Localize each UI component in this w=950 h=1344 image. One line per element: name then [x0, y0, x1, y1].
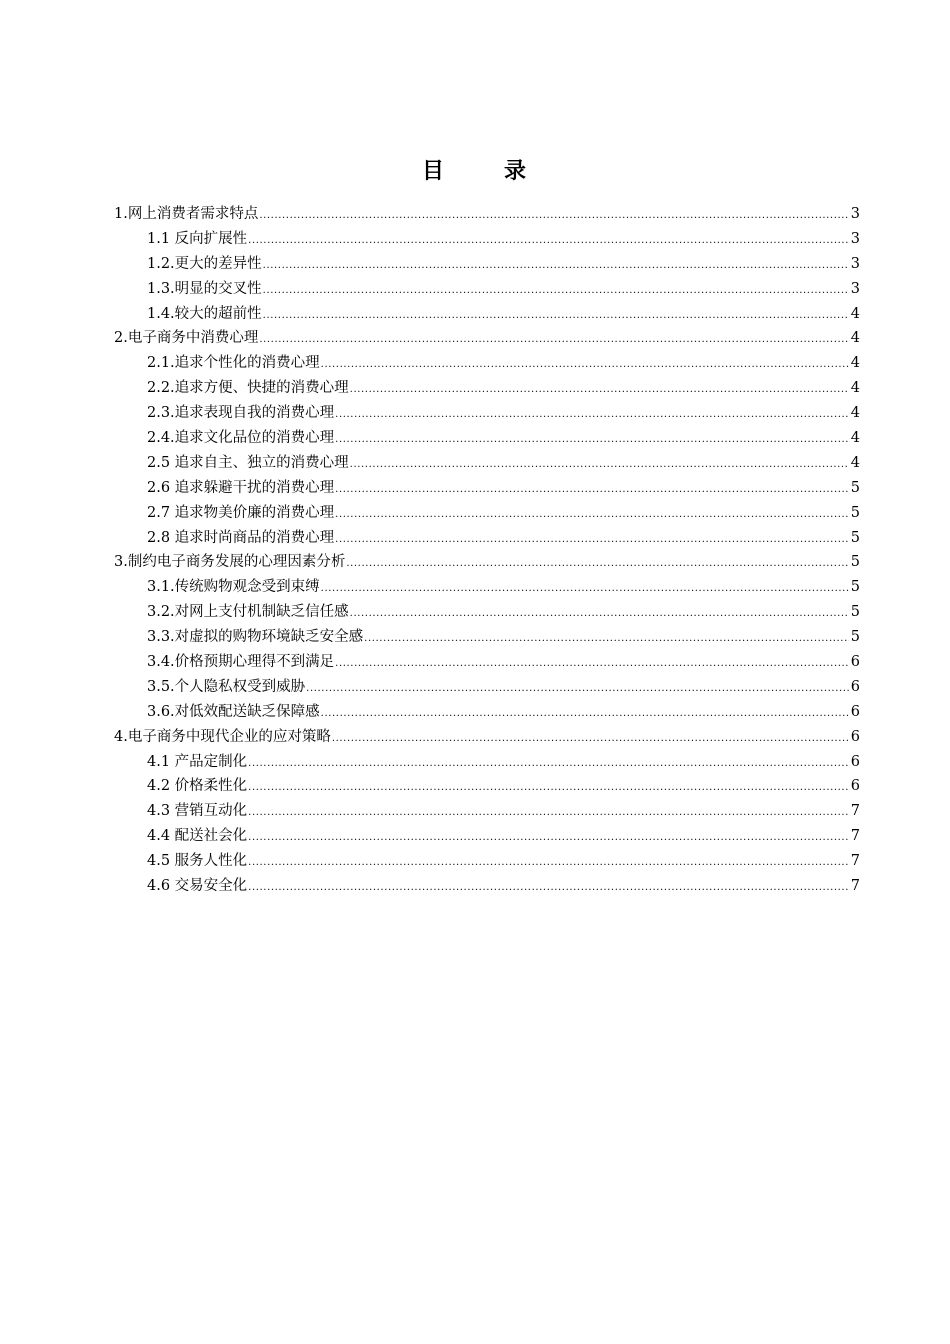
- toc-entry-page-number: 6: [850, 753, 860, 770]
- toc-entry-page-number: 4: [850, 380, 860, 397]
- dot-leader: [335, 478, 849, 503]
- toc-entry[interactable]: [114, 426, 860, 451]
- toc-entry-label: 2.2.追求方便、快捷的消费心理: [147, 380, 349, 397]
- toc-entry-page-number: 3: [850, 280, 860, 297]
- toc-entry[interactable]: [114, 401, 860, 426]
- dot-leader: [248, 801, 849, 826]
- toc-entry-label: 4.3 营销互动化: [147, 803, 248, 820]
- toc-entry-label: 2.4.追求文化品位的消费心理: [147, 430, 335, 447]
- toc-entry[interactable]: [114, 202, 860, 227]
- toc-entry[interactable]: [114, 750, 860, 775]
- dot-leader: [248, 776, 849, 801]
- toc-entry[interactable]: [114, 252, 860, 277]
- toc-entry-label: 1.3.明显的交叉性: [147, 280, 262, 297]
- dot-leader: [350, 378, 849, 403]
- toc-entry[interactable]: [114, 725, 860, 750]
- dot-leader: [335, 503, 849, 528]
- table-of-contents: [114, 202, 860, 899]
- toc-entry-label: 1.网上消费者需求特点: [114, 206, 259, 222]
- toc-entry[interactable]: [114, 351, 860, 376]
- dot-leader: [248, 229, 849, 254]
- toc-entry[interactable]: [114, 675, 860, 700]
- toc-entry-page-number: 6: [850, 778, 860, 795]
- toc-entry-page-number: 7: [850, 853, 860, 870]
- toc-entry-label: 3.4.价格预期心理得不到满足: [147, 654, 335, 671]
- toc-entry-page-number: 4: [850, 454, 860, 471]
- dot-leader: [350, 602, 849, 627]
- toc-entry[interactable]: [114, 451, 860, 476]
- toc-entry[interactable]: [114, 476, 860, 501]
- toc-entry[interactable]: [114, 774, 860, 799]
- toc-entry[interactable]: [114, 874, 860, 899]
- toc-entry-label: 4.4 配送社会化: [147, 828, 248, 845]
- toc-entry-label: 2.1.追求个性化的消费心理: [147, 355, 320, 372]
- toc-entry-page-number: 5: [850, 479, 860, 496]
- toc-entry-page-number: 4: [850, 305, 860, 322]
- toc-entry-page-number: 7: [850, 828, 860, 845]
- toc-entry-page-number: 6: [850, 703, 860, 720]
- toc-entry-page-number: 3: [850, 230, 860, 247]
- toc-entry-page-number: 4: [850, 355, 860, 372]
- dot-leader: [335, 428, 849, 453]
- toc-entry-page-number: 5: [850, 604, 860, 621]
- toc-entry[interactable]: [114, 650, 860, 675]
- toc-entry[interactable]: [114, 326, 860, 351]
- dot-leader: [346, 552, 849, 577]
- dot-leader: [321, 702, 849, 727]
- toc-entry-page-number: 3: [850, 206, 860, 222]
- toc-entry-label: 2.5 追求自主、独立的消费心理: [147, 454, 349, 471]
- dot-leader: [248, 752, 849, 777]
- toc-entry-label: 2.6 追求躲避干扰的消费心理: [147, 479, 335, 496]
- toc-entry-label: 2.电子商务中消费心理: [114, 330, 259, 347]
- dot-leader: [321, 577, 849, 602]
- toc-entry-page-number: 4: [850, 405, 860, 422]
- toc-entry-label: 2.3.追求表现自我的消费心理: [147, 405, 335, 422]
- toc-entry-label: 3.5.个人隐私权受到威胁: [147, 678, 306, 695]
- dot-leader: [248, 851, 849, 876]
- toc-entry-page-number: 6: [850, 728, 860, 745]
- toc-entry-label: 4.5 服务人性化: [147, 853, 248, 870]
- toc-entry[interactable]: [114, 600, 860, 625]
- dot-leader: [306, 677, 849, 702]
- dot-leader: [263, 304, 849, 329]
- toc-entry-label: 2.7 追求物美价廉的消费心理: [147, 504, 335, 521]
- toc-entry-label: 4.6 交易安全化: [147, 878, 248, 895]
- toc-entry[interactable]: [114, 501, 860, 526]
- dot-leader: [263, 254, 849, 279]
- toc-entry-page-number: 5: [850, 554, 860, 571]
- toc-entry[interactable]: [114, 575, 860, 600]
- toc-entry-label: 3.3.对虚拟的购物环境缺乏安全感: [147, 629, 364, 646]
- dot-leader: [248, 876, 849, 901]
- toc-entry-label: 3.1.传统购物观念受到束缚: [147, 579, 320, 596]
- toc-entry-label: 1.2.更大的差异性: [147, 255, 262, 272]
- toc-entry-page-number: 5: [850, 579, 860, 596]
- title-char-2: 录: [504, 158, 529, 184]
- toc-entry[interactable]: [114, 227, 860, 252]
- dot-leader: [263, 279, 849, 304]
- page-title: [0, 156, 950, 186]
- toc-entry-page-number: 6: [850, 654, 860, 671]
- toc-entry-page-number: 7: [850, 878, 860, 895]
- dot-leader: [259, 328, 849, 353]
- toc-entry-label: 1.4.较大的超前性: [147, 305, 262, 322]
- toc-entry-page-number: 3: [850, 255, 860, 272]
- dot-leader: [335, 652, 849, 677]
- dot-leader: [364, 627, 849, 652]
- toc-entry[interactable]: [114, 799, 860, 824]
- toc-entry[interactable]: [114, 849, 860, 874]
- dot-leader: [332, 727, 849, 752]
- title-char-1: 目: [421, 158, 446, 184]
- toc-entry[interactable]: [114, 302, 860, 327]
- toc-entry-label: 1.1 反向扩展性: [147, 230, 248, 247]
- toc-entry-page-number: 5: [850, 529, 860, 546]
- dot-leader: [335, 528, 849, 553]
- toc-entry-page-number: 6: [850, 678, 860, 695]
- toc-entry-label: 3.6.对低效配送缺乏保障感: [147, 703, 320, 720]
- dot-leader: [335, 403, 849, 428]
- toc-entry[interactable]: [114, 376, 860, 401]
- toc-entry-label: 3.2.对网上支付机制缺乏信任感: [147, 604, 349, 621]
- toc-entry-page-number: 4: [850, 330, 860, 347]
- dot-leader: [248, 826, 849, 851]
- toc-entry-page-number: 5: [850, 504, 860, 521]
- toc-entry[interactable]: [114, 700, 860, 725]
- toc-entry-label: 3.制约电子商务发展的心理因素分析: [114, 554, 346, 571]
- toc-entry-label: 2.8 追求时尚商品的消费心理: [147, 529, 335, 546]
- dot-leader: [350, 453, 849, 478]
- toc-entry[interactable]: [114, 277, 860, 302]
- dot-leader: [259, 204, 849, 229]
- dot-leader: [321, 353, 849, 378]
- toc-entry[interactable]: [114, 625, 860, 650]
- toc-entry-label: 4.1 产品定制化: [147, 753, 248, 770]
- toc-entry[interactable]: [114, 824, 860, 849]
- toc-entry-page-number: 5: [850, 629, 860, 646]
- toc-entry-label: 4.电子商务中现代企业的应对策略: [114, 728, 331, 745]
- toc-entry-page-number: 7: [850, 803, 860, 820]
- toc-entry[interactable]: [114, 550, 860, 575]
- toc-entry-page-number: 4: [850, 430, 860, 447]
- toc-entry[interactable]: [114, 526, 860, 551]
- toc-entry-label: 4.2 价格柔性化: [147, 778, 248, 795]
